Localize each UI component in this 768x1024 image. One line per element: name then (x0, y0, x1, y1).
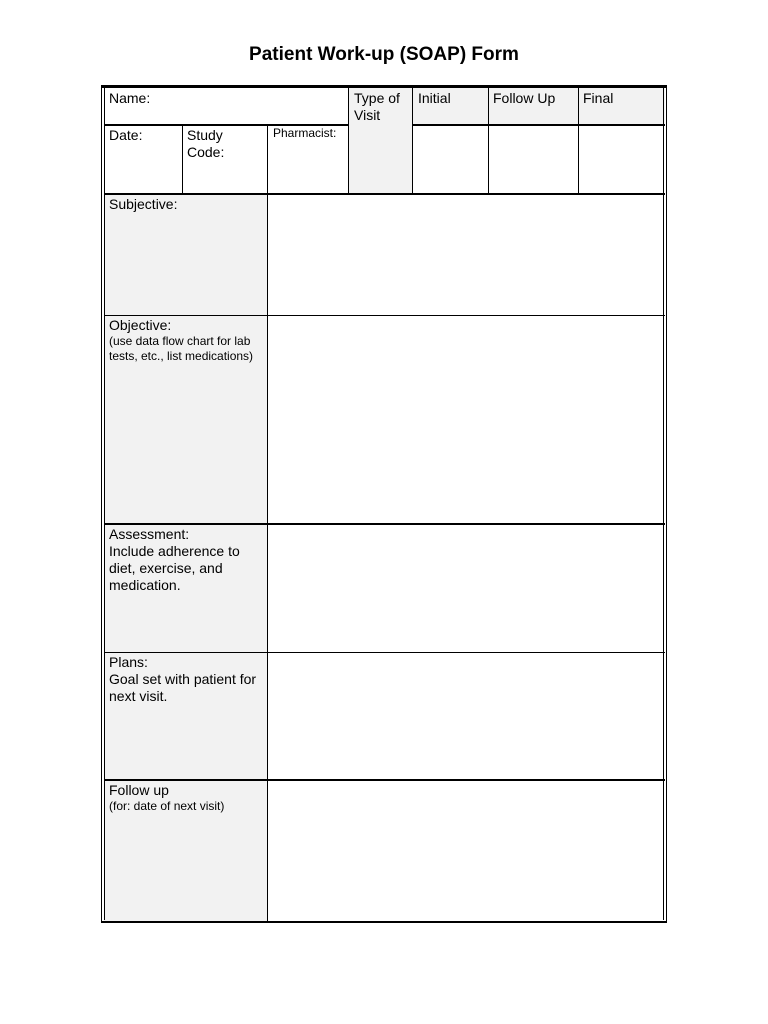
inner-left-border (104, 88, 105, 920)
plans-entry[interactable] (268, 652, 665, 780)
label-column-divider (267, 125, 268, 921)
visit-type-final-label: Final (583, 90, 614, 106)
study-code-label: Study Code: (187, 127, 225, 160)
bottom-border (101, 921, 667, 923)
date-label: Date: (109, 127, 143, 143)
plans-bottom-line (104, 779, 665, 781)
form-title: Patient Work-up (SOAP) Form (249, 44, 519, 65)
subjective-label: Subjective: (109, 196, 178, 212)
type-of-visit-right-divider (412, 88, 413, 194)
visit-follow-up-entry[interactable] (488, 125, 578, 194)
follow-final-divider (578, 88, 579, 194)
visit-type-final-cell (578, 88, 665, 125)
header-bottom-line (104, 193, 665, 195)
visit-type-follow-up-cell (488, 88, 578, 125)
header-divider-left (104, 124, 349, 126)
subjective-entry[interactable] (268, 194, 665, 315)
type-of-visit-label: Type of Visit (354, 90, 400, 123)
type-of-visit-cell (349, 88, 413, 194)
plans-label: Plans: (109, 654, 148, 670)
pharmacist-label: Pharmacist: (273, 126, 337, 140)
follow-up-label: Follow up (109, 782, 169, 798)
name-cell[interactable] (104, 88, 349, 125)
objective-label-cell (104, 315, 268, 524)
initial-follow-divider (488, 88, 489, 194)
plans-label-cell (104, 652, 268, 780)
subjective-bottom-line (104, 315, 665, 316)
top-border (101, 86, 667, 88)
study-code-cell[interactable] (182, 125, 268, 194)
assessment-note: Include adherence to diet, exercise, and medication. (109, 543, 240, 593)
objective-note: (use data flow chart for lab tests, etc., list medications) (109, 334, 254, 363)
assessment-bottom-line (104, 652, 665, 653)
visit-type-initial-label: Initial (418, 90, 451, 106)
name-label: Name: (109, 90, 151, 106)
date-study-divider (182, 125, 183, 194)
objective-label: Objective: (109, 317, 172, 333)
follow-up-note: (for: date of next visit) (109, 799, 225, 813)
assessment-entry[interactable] (268, 524, 665, 652)
date-cell[interactable] (104, 125, 182, 194)
objective-entry[interactable] (268, 315, 665, 524)
visit-type-follow-up-label: Follow Up (493, 90, 556, 106)
assessment-label: Assessment: (109, 526, 190, 542)
subjective-label-cell (104, 194, 268, 315)
visit-type-initial-cell (413, 88, 488, 125)
type-of-visit-left-divider (348, 88, 349, 194)
follow-up-label-cell (104, 780, 268, 921)
plans-note: Goal set with patient for next visit. (109, 671, 257, 704)
pharmacist-cell[interactable] (268, 125, 349, 194)
assessment-label-cell (104, 524, 268, 652)
follow-up-entry[interactable] (268, 780, 665, 921)
inner-right-border (663, 88, 664, 920)
header-divider-right (413, 124, 665, 126)
visit-initial-entry[interactable] (413, 125, 488, 194)
objective-bottom-line (104, 523, 665, 525)
visit-final-entry[interactable] (578, 125, 665, 194)
